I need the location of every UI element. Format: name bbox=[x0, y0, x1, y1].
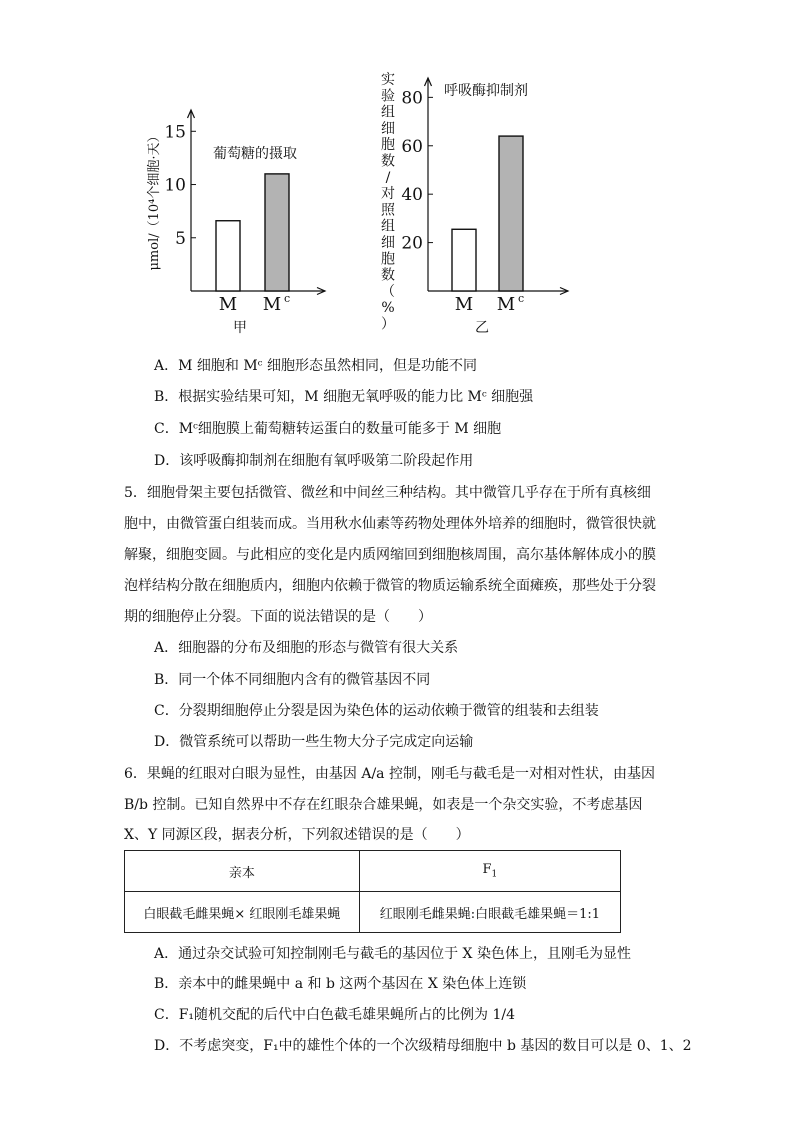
q5-stem-line: 5．细胞骨架主要包括微管、微丝和中间丝三种结构。其中微管几乎存在于所有真核细 bbox=[124, 485, 651, 501]
chart1-bar-2 bbox=[265, 174, 289, 291]
table-row bbox=[125, 892, 621, 933]
chart2-y-axis-label-char: / bbox=[385, 169, 391, 186]
chart2-category-label-superscript: c bbox=[518, 292, 525, 305]
header-f1-text: F bbox=[482, 862, 492, 878]
q5-stem-line: 期的细胞停止分裂。下面的说法错误的是（ ） bbox=[124, 609, 432, 625]
q5-stem-line: 胞中，由微管蛋白组装而成。当用秋水仙素等药物处理体外培养的细胞时，微管很快就 bbox=[124, 516, 656, 532]
chart2-y-axis-label-char: （ bbox=[381, 283, 395, 300]
chart2-y-axis-label-char: 数 bbox=[381, 267, 395, 284]
header-f1-sub: 1 bbox=[491, 869, 498, 880]
q4-option-b: B．根据实验结果可知，M 细胞无氧呼吸的能力比 Mᶜ 细胞强 bbox=[154, 389, 534, 405]
chart1-category-label: M bbox=[218, 294, 238, 315]
chart1-bar-1 bbox=[216, 221, 240, 291]
row-f1: 红眼刚毛雌果蝇:白眼截毛雄果蝇＝1:1 bbox=[359, 892, 620, 933]
chart2-y-axis-label-char: 细 bbox=[381, 120, 395, 137]
chart1-x-axis-label: 甲 bbox=[233, 320, 247, 336]
chart1-y-axis-label: μmol/（10⁴个细胞·天） bbox=[147, 129, 162, 271]
chart2-y-axis-label-char: 组 bbox=[381, 104, 395, 121]
table-header-row bbox=[125, 851, 621, 892]
q5-option-a: A．细胞器的分布及细胞的形态与微管有很大关系 bbox=[154, 640, 459, 656]
chart2-y-axis-label-char: 胞 bbox=[381, 251, 395, 268]
chart2-y-axis-label-char: 数 bbox=[381, 153, 395, 170]
q6-option-d: D．不考虑突变，F₁中的雄性个体的一个次级精母细胞中 b 基因的数目可以是 0、1、2 bbox=[154, 1038, 692, 1054]
chart2-x-axis-label: 乙 bbox=[475, 320, 489, 336]
chart2-y-axis-label-char: ） bbox=[381, 316, 395, 333]
chart1-category-label-superscript: c bbox=[284, 292, 291, 305]
q6-stem-line: 6．果蝇的红眼对白眼为显性，由基因 A/a 控制，刚毛与截毛是一对相对性状，由基因 bbox=[124, 766, 655, 782]
q5-stem-line: 泡样结构分散在细胞质内，细胞内依赖于微管的物质运输系统全面瘫痪，那些处于分裂 bbox=[124, 578, 656, 594]
header-f1 bbox=[359, 851, 620, 892]
chart2-y-tick-label: 80 bbox=[401, 88, 423, 109]
row-parent: 白眼截毛雌果蝇× 红眼刚毛雄果蝇 bbox=[125, 892, 360, 933]
cross-experiment-table bbox=[124, 850, 621, 933]
bar-charts-svg bbox=[120, 70, 600, 345]
chart1-y-tick-label: 5 bbox=[175, 228, 186, 249]
chart2-bar-2 bbox=[499, 136, 523, 291]
q4-option-a: A．M 细胞和 Mᶜ 细胞形态虽然相同，但是功能不同 bbox=[154, 358, 477, 374]
chart2-y-tick-label: 60 bbox=[401, 136, 423, 157]
q4-option-d: D．该呼吸酶抑制剂在细胞有氧呼吸第二阶段起作用 bbox=[154, 453, 474, 469]
q6-stem-line: X、Y 同源区段，据表分析，下列叙述错误的是（ ） bbox=[124, 827, 470, 843]
q6-stem-line: B/b 控制。已知自然界中不存在红眼杂合雄果蝇，如表是一个杂交实验，不考虑基因 bbox=[124, 797, 643, 813]
q6-option-a: A．通过杂交试验可知控制刚毛与截毛的基因位于 X 染色体上，且刚毛为显性 bbox=[154, 946, 631, 962]
chart2-bar-1 bbox=[452, 229, 476, 291]
chart2-y-axis-label-char: 对 bbox=[381, 186, 395, 203]
chart2-y-axis-label-char: 胞 bbox=[381, 137, 395, 154]
q6-option-c: C．F₁随机交配的后代中白色截毛雄果蝇所占的比例为 1/4 bbox=[154, 1007, 516, 1023]
chart2-y-axis-label-char: 实 bbox=[381, 72, 395, 88]
chart2-category-label: M bbox=[454, 294, 474, 315]
figure-charts bbox=[120, 70, 600, 345]
chart2-y-axis-label-char: 验 bbox=[381, 88, 395, 105]
chart2-y-axis-label-char: 细 bbox=[381, 235, 395, 251]
chart2-y-tick-label: 40 bbox=[401, 185, 423, 206]
chart2-category-label: M bbox=[496, 294, 516, 315]
chart2-y-axis-label-char: % bbox=[381, 300, 395, 317]
q4-option-c: C．Mᶜ细胞膜上葡萄糖转运蛋白的数量可能多于 M 细胞 bbox=[154, 421, 502, 437]
q5-option-b: B．同一个体不同细胞内含有的微管基因不同 bbox=[154, 672, 431, 688]
chart2-y-tick-label: 20 bbox=[401, 233, 423, 254]
chart2-title: 呼吸酶抑制剂 bbox=[444, 83, 528, 99]
chart2-y-axis-label-char: 组 bbox=[381, 218, 395, 235]
header-parent: 亲本 bbox=[125, 851, 360, 892]
chart2-y-axis-label-char: 照 bbox=[381, 202, 395, 219]
q5-option-c: C．分裂期细胞停止分裂是因为染色体的运动依赖于微管的组装和去组装 bbox=[154, 703, 599, 719]
chart1-y-tick-label: 15 bbox=[164, 122, 186, 143]
chart1-y-tick-label: 10 bbox=[164, 175, 186, 196]
chart1-category-label: M bbox=[262, 294, 282, 315]
q5-option-d: D．微管系统可以帮助一些生物大分子完成定向运输 bbox=[154, 734, 474, 750]
chart1-title: 葡萄糖的摄取 bbox=[213, 146, 297, 162]
q6-option-b: B．亲本中的雌果蝇中 a 和 b 这两个基因在 X 染色体上连锁 bbox=[154, 976, 527, 992]
q5-stem-line: 解聚，细胞变圆。与此相应的变化是内质网缩回到细胞核周围，高尔基体解体成小的膜 bbox=[124, 547, 656, 563]
